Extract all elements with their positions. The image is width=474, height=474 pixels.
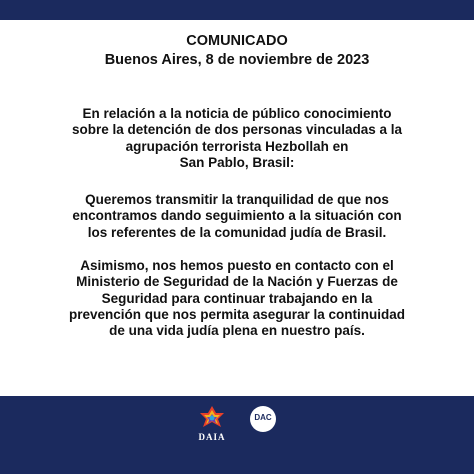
paragraph-line: San Pablo, Brasil: bbox=[179, 154, 295, 170]
paragraph-line: Ministerio de Seguridad de la Nación y Fuerzas de bbox=[76, 274, 398, 290]
paragraph-3 bbox=[40, 258, 434, 339]
daia-logo bbox=[194, 404, 230, 444]
dac-logo bbox=[250, 406, 276, 432]
paragraph-line: los referentes de la comunidad judía de Brasil. bbox=[87, 224, 387, 240]
paragraph-line: sobre la detención de dos personas vinculadas a la bbox=[71, 122, 403, 138]
paragraph-line: En relación a la noticia de público conocimiento bbox=[82, 106, 392, 121]
paragraph-line: Asimismo, nos hemos puesto en contacto con el bbox=[80, 258, 394, 273]
paragraph-line: agrupación terrorista Hezbollah en bbox=[125, 138, 349, 154]
paragraph-line: Queremos transmitir la tranquilidad de que nos bbox=[85, 192, 389, 207]
paragraph-line: de una vida judía plena en nuestro país. bbox=[109, 323, 365, 339]
statement-title: COMUNICADO bbox=[186, 33, 288, 49]
top-band bbox=[0, 0, 474, 20]
paragraph-line: prevención que nos permita asegurar la continuidad bbox=[68, 306, 406, 322]
paragraph-2 bbox=[40, 192, 434, 241]
paragraph-line: Seguridad para continuar trabajando en la bbox=[101, 290, 373, 306]
daia-star-icon bbox=[194, 404, 230, 432]
daia-logo-text: DAIA bbox=[198, 432, 226, 442]
paragraph-line: encontramos dando seguimiento a la situación con bbox=[72, 208, 402, 224]
footer-band bbox=[0, 396, 474, 474]
statement-place-date: Buenos Aires, 8 de noviembre de 2023 bbox=[104, 52, 370, 68]
paragraph-1 bbox=[40, 106, 434, 171]
dac-logo-text: DAC bbox=[254, 413, 272, 422]
statement-header bbox=[0, 32, 474, 70]
